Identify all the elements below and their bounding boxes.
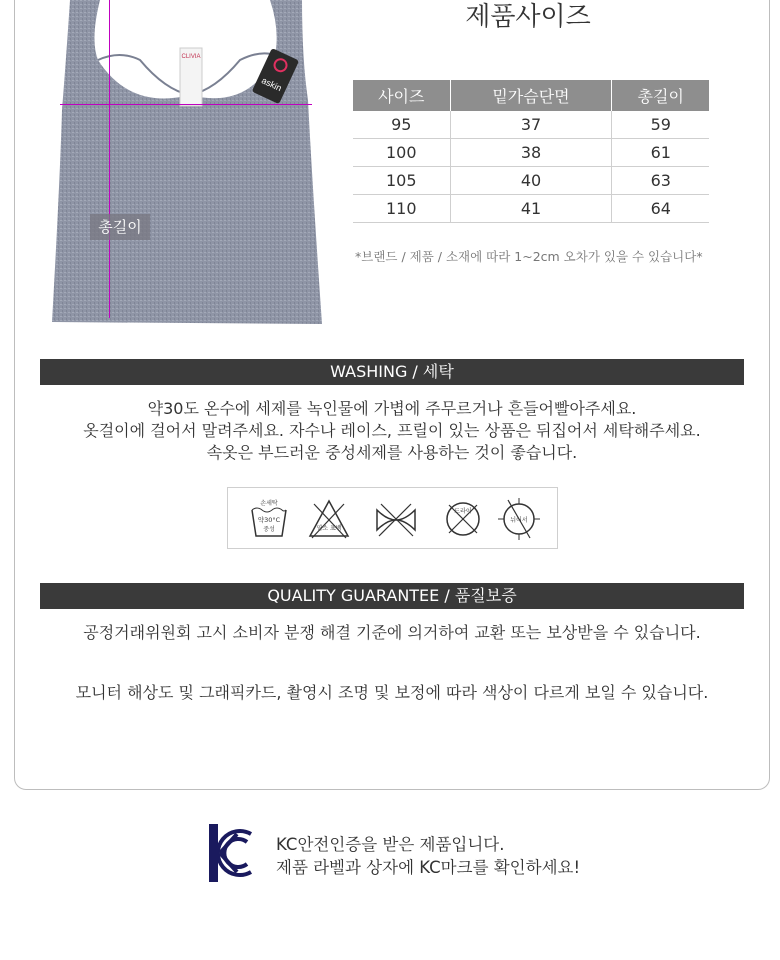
washing-line: 속옷은 부드러운 중성세제를 사용하는 것이 좋습니다.	[206, 443, 578, 462]
washing-line: 약30도 온수에 세제를 녹인물에 가볍에 주무르거나 흔들어빨아주세요.	[147, 399, 637, 418]
cell-size: 110	[353, 195, 450, 223]
size-table-header	[353, 80, 709, 111]
table-row	[353, 195, 709, 223]
cell-size: 105	[353, 167, 450, 195]
kc-notice	[276, 833, 580, 879]
quality-line: 모니터 해상도 및 그래픽카드, 촬영시 조명 및 보정에 따라 색상이 다르게 보일 수 있습니다.	[75, 683, 709, 702]
hang-tag-text: askin	[260, 75, 284, 94]
length-measure-line	[109, 0, 110, 318]
no-dry-clean-icon	[440, 496, 486, 542]
quality-heading: QUALITY GUARANTEE / 품질보증	[40, 583, 744, 609]
svg-text:염소 표백: 염소 표백	[316, 525, 342, 532]
header-size: 사이즈	[353, 80, 450, 111]
cell-size: 95	[353, 111, 450, 139]
cell-underbust: 40	[450, 167, 612, 195]
cell-length: 63	[612, 167, 709, 195]
size-table	[353, 80, 709, 223]
clothing-label-text: CLIVIA	[181, 54, 201, 60]
svg-text:약30°C: 약30°C	[257, 516, 281, 524]
kc-certification-logo	[207, 822, 253, 884]
table-row	[353, 167, 709, 195]
washing-instructions	[40, 398, 744, 464]
size-tolerance-note: *브랜드 / 제품 / 소재에 따라 1~2cm 오차가 있을 수 있습니다*	[355, 249, 703, 264]
underbust-measure-line	[60, 104, 312, 105]
care-symbols	[227, 487, 558, 549]
header-length: 총길이	[612, 80, 709, 111]
svg-text:뉘어서: 뉘어서	[510, 517, 528, 524]
washing-heading: WASHING / 세탁	[40, 359, 744, 385]
length-label: 총길이	[90, 214, 150, 240]
product-photo	[40, 0, 330, 330]
cell-underbust: 37	[450, 111, 612, 139]
hand-wash-30c-icon	[246, 496, 292, 542]
svg-text:손세탁: 손세탁	[260, 500, 278, 507]
table-row	[353, 111, 709, 139]
washing-line: 옷걸이에 걸어서 말려주세요. 자수나 레이스, 프릴이 있는 상품은 뒤집어서 세탁해주세요.	[83, 421, 701, 440]
cell-size: 100	[353, 139, 450, 167]
cell-length: 61	[612, 139, 709, 167]
cell-underbust: 38	[450, 139, 612, 167]
cell-length: 64	[612, 195, 709, 223]
quality-line: 공정거래위원회 고시 소비자 분쟁 해결 기준에 의거하여 교환 또는 보상받을 수 있습니다.	[83, 623, 701, 642]
shade-dry-icon	[496, 496, 542, 542]
svg-text:드라이: 드라이	[454, 508, 472, 515]
kc-line: 제품 라벨과 상자에 KC마크를 확인하세요!	[276, 858, 581, 877]
no-bleach-icon	[306, 496, 352, 542]
header-underbust: 밑가슴단면	[450, 80, 612, 111]
table-row	[353, 139, 709, 167]
cell-length: 59	[612, 111, 709, 139]
kc-line: KC안전인증을 받은 제품입니다.	[276, 835, 505, 854]
size-chart-title: 제품사이즈	[465, 2, 591, 32]
svg-text:중성: 중성	[263, 526, 275, 533]
no-wring-icon	[373, 496, 419, 542]
cell-underbust: 41	[450, 195, 612, 223]
